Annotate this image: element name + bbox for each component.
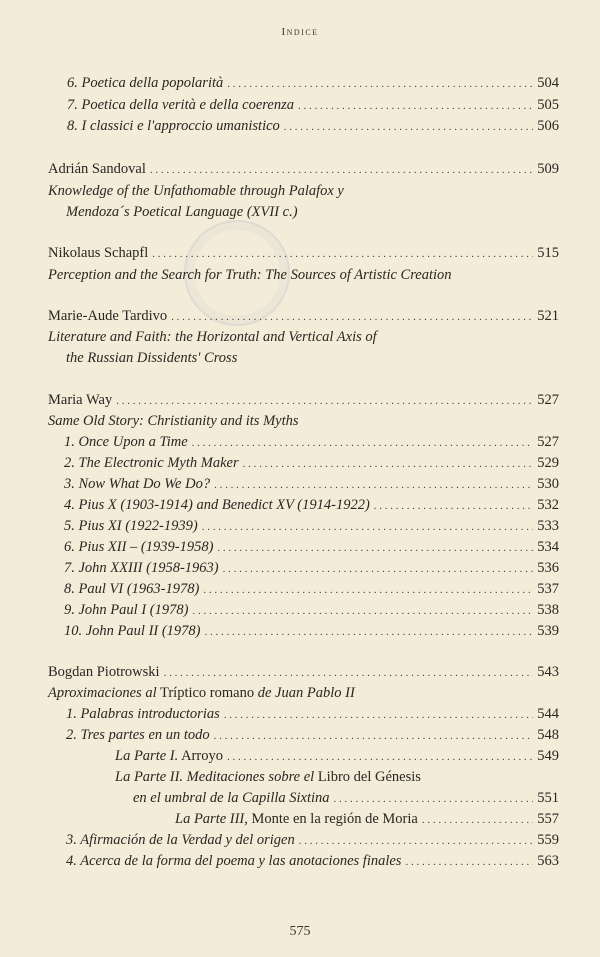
toc-author-entry[interactable] [48,159,559,179]
toc-entry-page: 521 [537,308,559,324]
article-title: Same Old Story: Christianity and its Myths [48,413,299,429]
dot-leader [405,852,533,872]
toc-entry-page: 544 [537,706,559,722]
toc-entry-page: 515 [537,245,559,261]
author-name: Adrián Sandoval [48,161,146,177]
toc-entry-label: 6. Poetica della popolarità [67,75,224,91]
toc-entry[interactable] [64,558,559,578]
toc-author-entry[interactable] [48,306,559,326]
toc-entry-label: 3. Afirmación de la Verdad y del origen [66,832,295,848]
toc-entry-label: 8. I classici e l'approccio umanistico [67,118,280,134]
toc-entry-page: 534 [537,539,559,555]
toc-entry[interactable] [66,851,559,871]
article-title: Perception and the Search for Truth: The Sources of Artistic Creation [48,267,452,283]
toc-entry[interactable] [67,73,559,93]
toc-entry[interactable] [66,725,559,745]
toc-entry-page: 529 [537,455,559,471]
toc-entry-page: 506 [537,118,559,134]
toc-entry-page: 543 [537,664,559,680]
toc-entry-label: La Parte I. Arroyo [115,748,223,764]
toc-entry-label: 4. Pius X (1903-1914) and Benedict XV (1914-1922) [64,497,370,513]
toc-entry-label: 2. Tres partes en un todo [66,727,210,743]
toc-entry-label: 7. John XXIII (1958-1963) [64,560,219,576]
dot-leader [299,831,534,851]
toc-entry-page: 536 [537,560,559,576]
article-title-part: de Juan Pablo II [257,685,355,701]
toc-entry[interactable] [64,537,559,557]
page-number: 575 [289,924,311,939]
toc-entry-page: 563 [537,853,559,869]
toc-entry[interactable] [64,474,559,494]
dot-leader [192,433,534,453]
running-head: Indice [281,26,319,38]
dot-leader [224,705,534,725]
toc-entry[interactable] [64,579,559,599]
author-name: Marie-Aude Tardivo [48,308,168,324]
toc-entry-page: 559 [537,832,559,848]
dot-leader [227,747,533,767]
toc-entry-label: en el umbral de la Capilla Sixtina [133,790,330,806]
dot-leader [223,559,534,579]
toc-entry-label: 3. Now What Do We Do? [64,476,211,492]
toc-entry-label: 1. Palabras introductorias [66,706,220,722]
author-name: Bogdan Piotrowski [48,664,160,680]
article-title-part: Tríptico romano [159,685,255,701]
dot-leader [171,307,533,327]
toc-author-entry[interactable] [48,662,559,682]
toc-entry-page: 509 [537,161,559,177]
dot-leader [203,580,533,600]
toc-entry[interactable] [64,621,559,641]
toc-entry-page: 504 [537,75,559,91]
toc-entry-page: 549 [537,748,559,764]
toc-entry-page: 505 [537,97,559,113]
toc-entry-page: 532 [537,497,559,513]
toc-entry-label: 6. Pius XII – (1939-1958) [64,539,214,555]
toc-entry-page: 551 [537,790,559,806]
author-name: Maria Way [48,392,113,408]
article-title-part: Aproximaciones al [48,685,157,701]
dot-leader [164,663,534,683]
article-title: Literature and Faith: the Horizontal and Vertical Axis of [48,329,377,345]
toc-entry-label: 1. Once Upon a Time [64,434,188,450]
toc-entry[interactable] [64,600,559,620]
article-title: Knowledge of the Unfathomable through Palafox y [48,183,344,199]
toc-entry-label: 2. The Electronic Myth Maker [64,455,239,471]
toc-entry[interactable] [66,704,559,724]
toc-entry[interactable] [64,495,559,515]
dot-leader [214,475,533,495]
dot-leader [422,810,533,830]
toc-entry[interactable] [64,453,559,473]
dot-leader [192,601,533,621]
dot-leader [152,244,533,264]
toc-entry[interactable] [64,516,559,536]
toc-entry-label: 8. Paul VI (1963-1978) [64,581,200,597]
dot-leader [243,454,534,474]
dot-leader [150,160,533,180]
dot-leader [334,789,534,809]
dot-leader [205,622,534,642]
dot-leader [284,117,533,137]
article-title-cont: the Russian Dissidents' Cross [66,350,238,366]
dot-leader [217,538,533,558]
toc-entry-label: 9. John Paul I (1978) [64,602,189,618]
dot-leader [227,74,533,94]
dot-leader [202,517,534,537]
toc-entry[interactable] [133,788,559,808]
toc-entry[interactable] [67,116,559,136]
article-title-cont: Mendoza´s Poetical Language (XVII c.) [66,204,298,220]
toc-entry-page: 548 [537,727,559,743]
dot-leader [116,391,533,411]
dot-leader [214,726,534,746]
toc-entry-label: 7. Poetica della verità e della coerenza [67,97,294,113]
toc-entry[interactable] [67,95,559,115]
toc-entry-label: La Parte II. Meditaciones sobre el Libro del Génesis [115,769,421,785]
toc-entry-page: 530 [537,476,559,492]
article-title [48,683,355,703]
dot-leader [374,496,533,516]
author-name: Nikolaus Schapfl [48,245,149,261]
toc-entry-page: 533 [537,518,559,534]
dot-leader [298,96,533,116]
toc-entry-page: 537 [537,581,559,597]
toc-entry-label: 10. John Paul II (1978) [64,623,201,639]
toc-entry-label: 5. Pius XI (1922-1939) [64,518,198,534]
toc-entry-page: 539 [537,623,559,639]
toc-entry[interactable] [175,809,559,829]
toc-entry[interactable] [115,746,559,766]
toc-entry[interactable] [64,432,559,452]
toc-entry-label: 4. Acerca de la forma del poema y las anotaciones finales [66,853,402,869]
toc-entry-page: 527 [537,392,559,408]
toc-entry-page: 527 [537,434,559,450]
toc-author-entry[interactable] [48,243,559,263]
toc-entry[interactable] [66,830,559,850]
toc-entry-page: 538 [537,602,559,618]
toc-entry-page: 557 [537,811,559,827]
toc-author-entry[interactable] [48,390,559,410]
toc-entry-label: La Parte III, Monte en la región de Moria [175,811,418,827]
